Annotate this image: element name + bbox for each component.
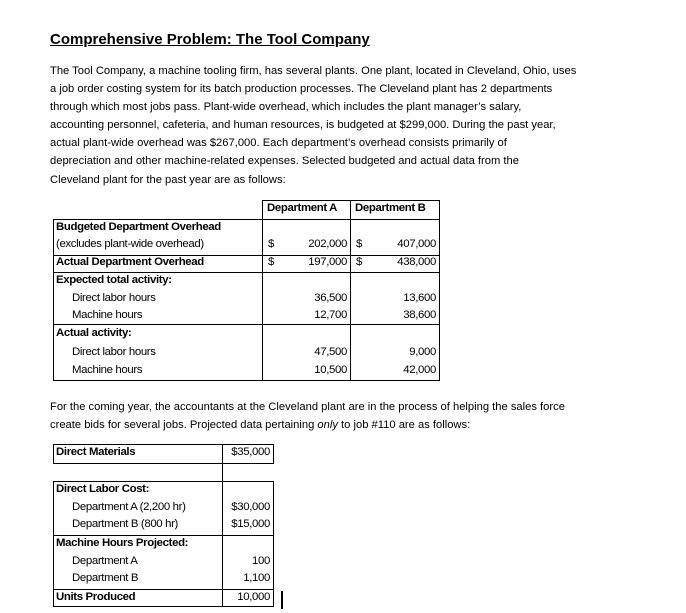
- units-produced-label: Units Produced: [56, 591, 136, 603]
- machine-hours-a-value: 100: [252, 555, 270, 567]
- machine-hours-b-value: 1,100: [243, 572, 270, 584]
- actual-dlh-a: 47,500: [314, 346, 347, 358]
- currency-sign: $: [268, 256, 274, 268]
- actual-dlh-b: 9,000: [409, 346, 436, 358]
- currency-sign: $: [356, 256, 362, 268]
- intro-line: actual plant-wide overhead was $267,000. Each department’s overhead consists primarily of: [50, 137, 507, 150]
- direct-labor-b-label: Department B (800 hr): [72, 518, 178, 530]
- actual-mh-label: Machine hours: [72, 364, 143, 376]
- machine-hours-heading: Machine Hours Projected:: [56, 537, 189, 549]
- intro-line: The Tool Company, a machine tooling firm, has several plants. One plant, located in Cleveland, Ohio, uses: [50, 65, 577, 77]
- budgeted-overhead-label: Budgeted Department Overhead: [56, 221, 221, 233]
- actual-mh-a: 10,500: [314, 364, 347, 376]
- column-header-department-a: Department A: [267, 202, 338, 214]
- text-cursor: [281, 591, 283, 609]
- units-produced-value: 10,000: [237, 591, 270, 603]
- column-header-department-b: Department B: [355, 202, 426, 214]
- budgeted-overhead-note: (excludes plant-wide overhead): [56, 238, 204, 250]
- direct-materials-value: $35,000: [231, 446, 270, 458]
- machine-hours-a-label: Department A: [72, 555, 138, 567]
- actual-overhead-label: Actual Department Overhead: [56, 256, 204, 268]
- direct-materials-label: Direct Materials: [56, 446, 136, 458]
- machine-hours-b-label: Department B: [72, 572, 139, 584]
- budgeted-overhead-a: 202,000: [308, 238, 347, 250]
- direct-labor-a-label: Department A (2,200 hr): [72, 501, 186, 513]
- expected-mh-b: 38,600: [403, 309, 436, 321]
- intro-line: accounting personnel, cafeteria, and human resources, is budgeted at $299,000. During the past year,: [50, 119, 556, 132]
- actual-overhead-b: 438,000: [397, 256, 436, 268]
- expected-dlh-b: 13,600: [403, 292, 436, 304]
- expected-mh-a: 12,700: [314, 309, 347, 321]
- intro-paragraph: [50, 62, 650, 189]
- actual-overhead-a: 197,000: [308, 256, 347, 268]
- second-paragraph: [50, 398, 650, 434]
- paragraph-line: create bids for several jobs. Projected data pertaining only to job #110 are as follows:: [50, 419, 471, 432]
- currency-sign: $: [268, 238, 274, 250]
- intro-line: a job order costing system for its batch production processes. The Cleveland plant has 2 departments: [50, 83, 553, 96]
- actual-mh-b: 42,000: [403, 364, 436, 376]
- emphasis-text: only: [317, 419, 338, 432]
- intro-line: depreciation and other machine-related expenses. Selected budgeted and actual data from the: [50, 155, 519, 168]
- direct-labor-heading: Direct Labor Cost:: [56, 483, 150, 495]
- intro-line: through which most jobs pass. Plant-wide overhead, which includes the plant manager’s salary,: [50, 101, 522, 114]
- expected-mh-label: Machine hours: [72, 309, 143, 321]
- actual-dlh-label: Direct labor hours: [72, 346, 156, 358]
- budgeted-overhead-b: 407,000: [397, 238, 436, 250]
- paragraph-line: For the coming year, the accountants at the Cleveland plant are in the process of helping the sales force: [50, 401, 565, 413]
- expected-dlh-a: 36,500: [314, 292, 347, 304]
- intro-line: Cleveland plant for the past year are as follows:: [50, 173, 286, 186]
- expected-activity-heading: Expected total activity:: [56, 274, 172, 286]
- currency-sign: $: [356, 238, 362, 250]
- expected-dlh-label: Direct labor hours: [72, 292, 156, 304]
- actual-activity-heading: Actual activity:: [56, 327, 132, 339]
- direct-labor-b-value: $15,000: [231, 518, 270, 530]
- direct-labor-a-value: $30,000: [231, 501, 270, 513]
- page-title: Comprehensive Problem: The Tool Company: [50, 31, 370, 48]
